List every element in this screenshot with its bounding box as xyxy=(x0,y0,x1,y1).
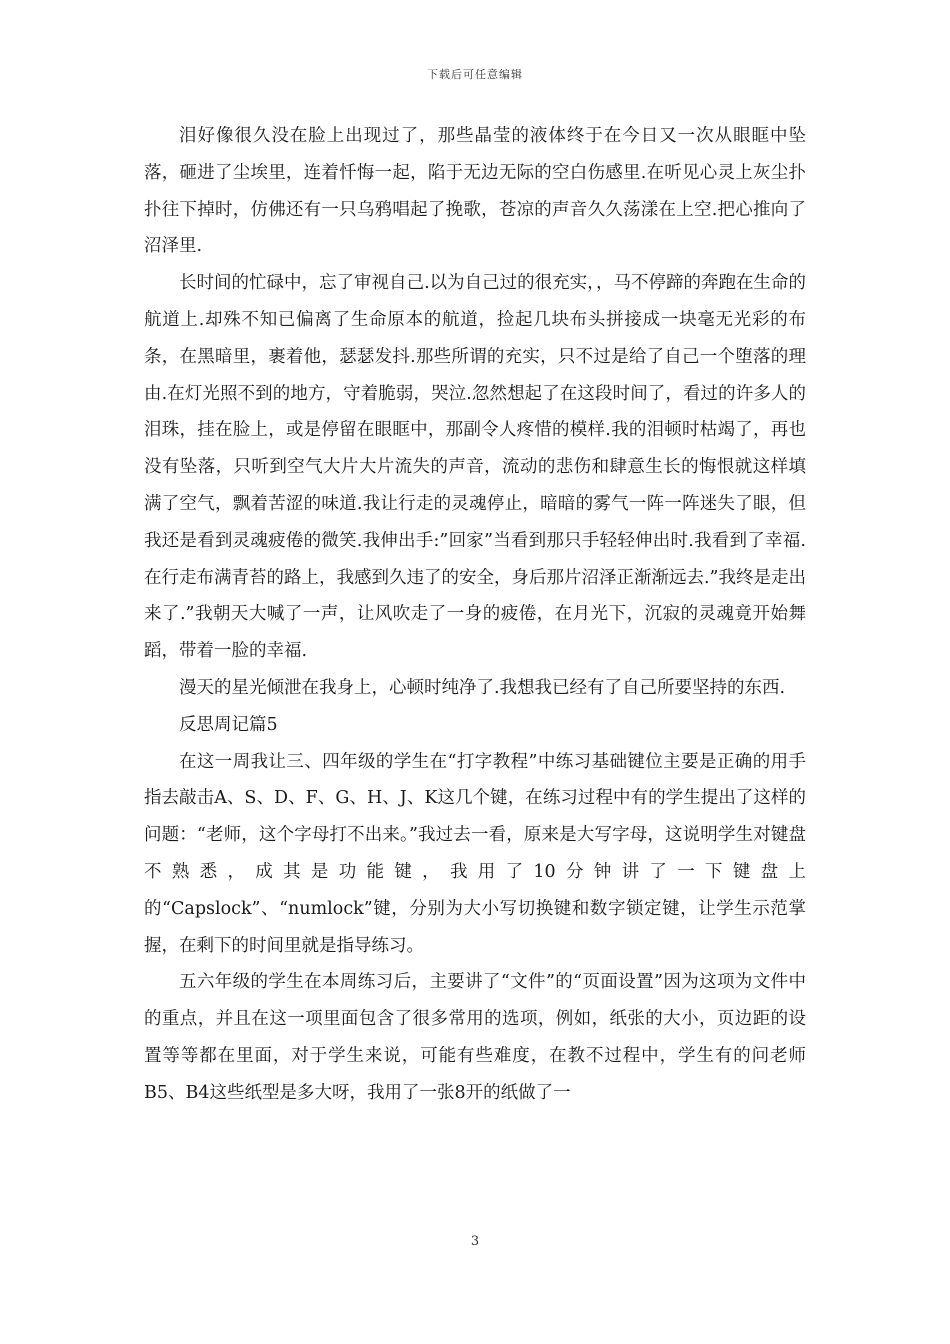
paragraph: 泪好像很久没在脸上出现过了，那些晶莹的液体终于在今日又一次从眼眶中坠落，砸进了尘埃里，连着忏悔一起，陷于无边无际的空白伤感里.在听见心灵上灰尘扑扑往下掉时，仿佛还有一只乌鸦唱起了挽歌，苍凉的声音久久荡漾在上空.把心推向了沼泽里. xyxy=(144,126,806,257)
paragraph: 在这一周我让三、四年级的学生在“打字教程”中练习基础键位主要是正确的用手指去敲击A、S、D、F、G、H、J、K这几个键，在练习过程中有的学生提出了这样的问题：“老师，这个字母打不出来。”我过去一看，原来是大写字母，这说明学生对键盘不熟悉，成其是功能键，我用了10分钟讲了一下键盘上的“Capslock”、“numlock”键，分别为大小写切换键和数字锁定键，让学生示范掌握，在剩下的时间里就是指导练习。 xyxy=(144,751,806,956)
section-heading: 反思周记篇5 xyxy=(179,714,278,735)
paragraph: 长时间的忙碌中，忘了审视自己.以为自己过的很充实，，马不停蹄的奔跑在生命的航道上.却殊不知已偏离了生命原本的航道，捡起几块布头拼接成一块毫无光彩的布条，在黑暗里，裹着他，瑟瑟发抖.那些所谓的充实，只不过是给了自己一个堕落的理由.在灯光照不到的地方，守着脆弱，哭泣.忽然想起了在这段时间了，看过的许多人的泪珠，挂在脸上，或是停留在眼眶中，那副令人疼惜的模样.我的泪顿时枯竭了，再也没有坠落，只听到空气大片大片流失的声音，流动的悲伤和肆意生长的悔恨就这样填满了空气，飘着苦涩的味道.我让行走的灵魂停止，暗暗的雾气一阵一阵迷失了眼，但我还是看到灵魂疲倦的微笑.我伸出手:”回家”当看到那只手轻轻伸出时.我看到了幸福.在行走布满青苔的路上，我感到久违了的安全，身后那片沼泽正渐渐远去.”我终是走出来了.”我朝天大喊了一声，让风吹走了一身的疲倦，在月光下，沉寂的灵魂竟开始舞蹈，带着一脸的幸福. xyxy=(144,273,807,662)
document-body xyxy=(144,118,806,1112)
paragraph: 漫天的星光倾泄在我身上，心顿时纯净了.我想我已经有了自己所要坚持的东西. xyxy=(179,677,786,698)
page-number: 3 xyxy=(470,1234,480,1249)
paragraph: 五六年级的学生在本周练习后，主要讲了“文件”的“页面设置”因为这项为文件中的重点，并且在这一项里面包含了很多常用的选项，例如，纸张的大小，页边距的设置等等都在里面，对于学生来说，可能有些难度，在教不过程中，学生有的问老师B5、B4这些纸型是多大呀，我用了一张8开的纸做了一 xyxy=(144,972,806,1103)
page-header: 下载后可任意编辑 xyxy=(427,68,523,81)
